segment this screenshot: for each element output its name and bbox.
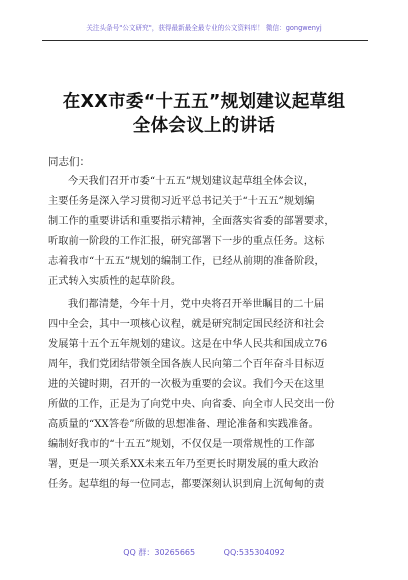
document-title-line-2: 全体会议上的讲话	[132, 116, 276, 136]
body-line: 制工作的重要讲话和重要指示精神，全面落实省委的部署要求，	[48, 216, 335, 227]
body-line: 周年，我们党团结带领全国各族人民向第二个百年奋斗目标迈	[48, 359, 325, 370]
body-line: 署，更是一项关系XX未来五年乃至更长时期发展的重大政治	[48, 459, 319, 470]
greeting: 同志们：	[48, 156, 90, 168]
footer-contact	[0, 547, 408, 558]
body-line: 发展第十五个五年规划的建议。这是在中华人民共和国成立76	[48, 339, 328, 350]
body-line: 所做的工作，正是为了向党中央、向省委、向全市人民交出一份	[48, 399, 335, 410]
body-line: 编制好我市的“十五五”规划，不仅仅是一项常规性的工作部	[48, 439, 315, 450]
body-line: 听取前一阶段的工作汇报，研究部署下一步的重点任务。这标	[48, 236, 325, 247]
body-line: 我们都清楚，今年十月，党中央将召开举世瞩目的二十届	[68, 299, 324, 310]
body-line: 高质量的“XX答卷”所做的思想准备、理论准备和实践准备。	[48, 419, 319, 430]
header-promo-note: 关注头条号"公文研究"，获得最新最全最专业的公文资料库！ 微信：gongwenyj	[86, 24, 322, 32]
body-line: 志着我市“十五五”规划的编制工作，已经从前期的准备阶段，	[48, 256, 325, 267]
document-title-line-1: 在XX市委“十五五”规划建议起草组	[62, 92, 346, 112]
header-divider	[42, 40, 368, 41]
body-line: 今天我们召开市委“十五五”规划建议起草组全体会议，	[68, 176, 314, 187]
body-line: 四中全会，其中一项核心议程，就是研究制定国民经济和社会	[48, 319, 325, 330]
footer-qq-group: QQ 群：30265665	[123, 548, 196, 557]
body-line: 正式转入实质性的起草阶段。	[48, 276, 182, 287]
footer-qq-number: QQ:535304092	[223, 548, 285, 557]
body-line: 主要任务是深入学习贯彻习近平总书记关于“十五五”规划编	[48, 196, 315, 207]
body-line: 进的关键时期，召开的一次极为重要的会议。我们今天在这里	[48, 379, 325, 390]
body-line: 任务。起草组的每一位同志，都要深刻认识到肩上沉甸甸的责	[48, 479, 325, 490]
